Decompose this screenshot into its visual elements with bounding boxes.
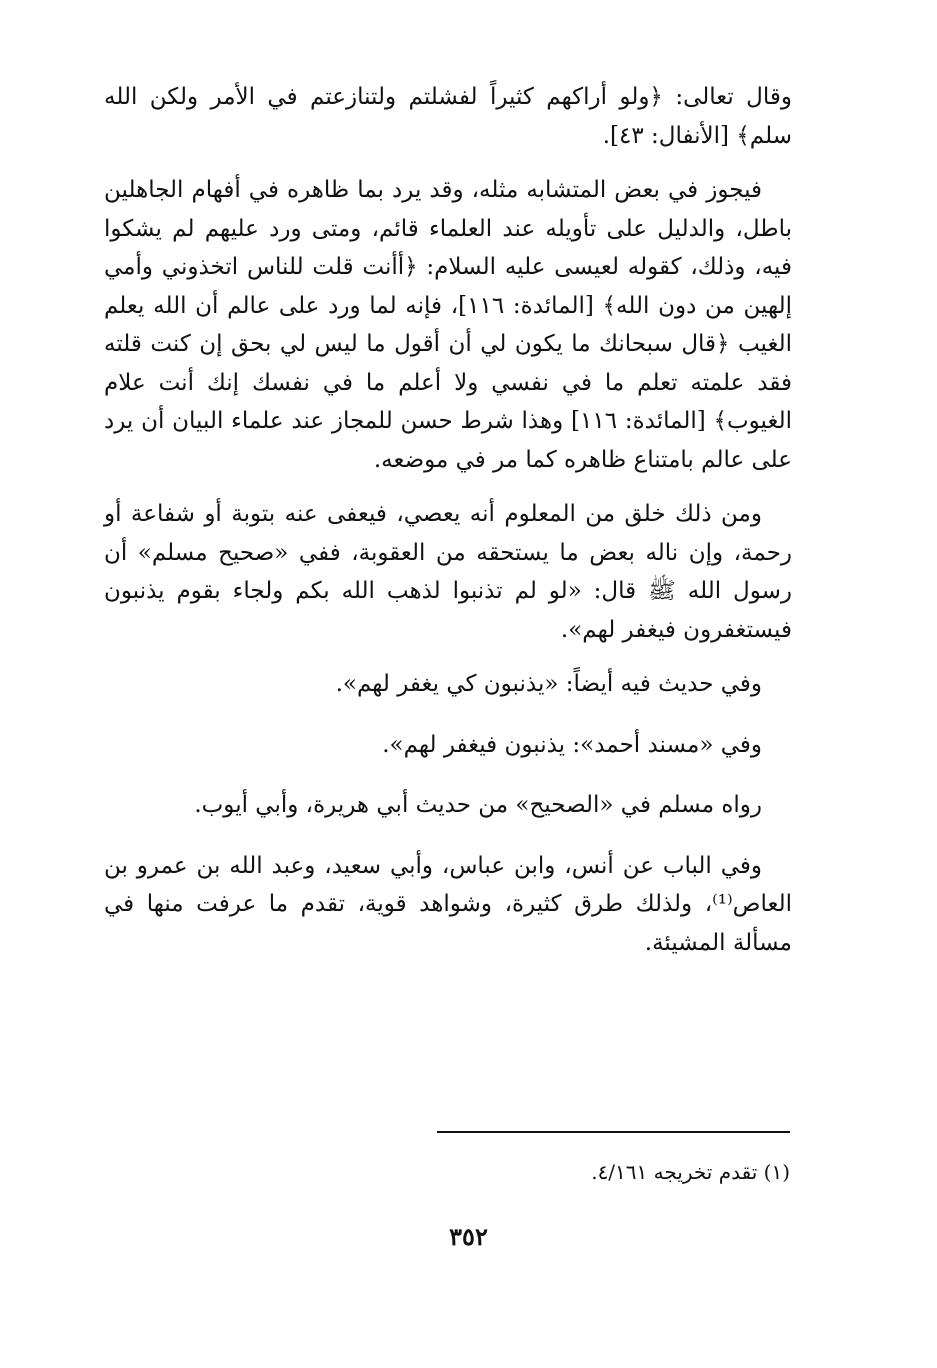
paragraph-sinners-hadith: ومن ذلك خلق من المعلوم أنه يعصي، فيعفى عنه بتوبة أو شفاعة أو رحمة، وإن ناله بعض ما يستحقه من العقوبة، ففي «صحيح مسلم» أن رسول الله ﷺ قال: «لو لم تذنبوا لذهب الله بكم ولجاء بقوم يذنبون فيستغفرون فيغفر لهم».	[104, 501, 792, 643]
page-body	[104, 78, 792, 978]
paragraph-musnad-ahmad: وفي «مسند أحمد»: يذنبون فيغفر لهم».	[382, 731, 762, 758]
paragraph-mutashabih: فيجوز في بعض المتشابه مثله، وقد يرد بما ظاهره في أفهام الجاهلين باطل، والدليل على تأويله عند العلماء قائم، ومتى ورد عليهم لم يشكوا فيه، وذلك، كقوله لعيسى عليه السلام: ﴿أأنت قلت للناس اتخذوني وأمي إلهين من دون الله﴾ [المائدة: ١١٦]، فإنه لما ورد على عالم أن الله يعلم الغيب ﴿قال سبحانك ما يكون لي أن أقول ما ليس لي بحق إن كنت قلته فقد علمته تعلم ما في نفسي ولا أعلم ما في نفسك إنك أنت علام الغيوب﴾ [المائدة: ١١٦] وهذا شرط حسن للمجاز عند علماء البيان أن يرد على عالم بامتناع ظاهره كما مر في موضعه.	[104, 177, 792, 473]
paragraph-other-narrations: وفي الباب عن أنس، وابن عباس، وأبي سعيد، وعبد الله بن عمرو بن العاص⁽¹⁾، ولذلك طرق كثيرة، وشواهد قوية، تقدم ما عرفت منها في مسألة المشيئة.	[104, 852, 792, 956]
page-number: ٣٥٢	[449, 1222, 488, 1251]
paragraph-hadith-variant: وفي حديث فيه أيضاً: «يذنبون كي يغفر لهم».	[335, 671, 762, 697]
footnote-separator	[437, 1131, 790, 1133]
paragraph-quran-verse: وقال تعالى: ﴿ولو أراكهم كثيراً لفشلتم ولتنازعتم في الأمر ولكن الله سلم﴾ [الأنفال: ٤٣].	[104, 84, 792, 149]
footnote: (١) تقدم تخريجه ٤/١٦١.	[591, 1160, 790, 1184]
paragraph-narration-source: رواه مسلم في «الصحيح» من حديث أبي هريرة، وأبي أيوب.	[194, 792, 762, 818]
